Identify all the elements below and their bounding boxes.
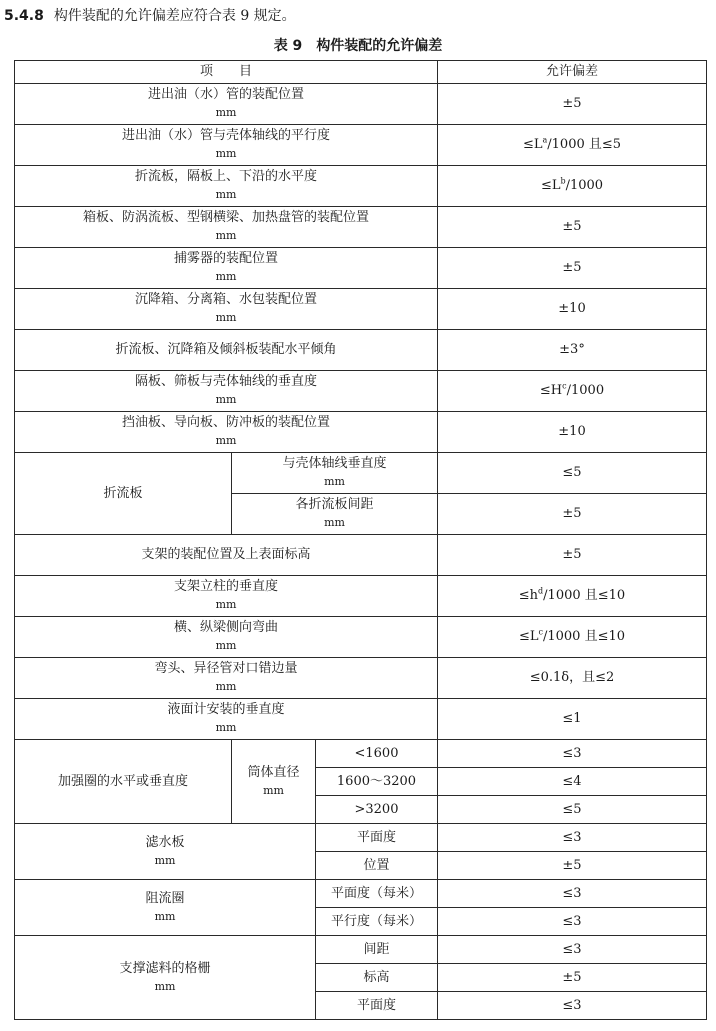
item-cell bbox=[15, 207, 438, 248]
tolerance-cell: ±5 bbox=[438, 207, 707, 248]
unit-text: mm bbox=[215, 598, 237, 611]
item-cell bbox=[15, 576, 438, 617]
tolerance-text: /1000 且≤5 bbox=[547, 137, 622, 152]
tolerance-cell: ≤3 bbox=[438, 908, 707, 936]
sub-item-cell: 平面度 bbox=[316, 824, 438, 852]
group-label-text: 阻流圈 bbox=[145, 890, 185, 906]
table-row bbox=[15, 824, 707, 852]
sub-item-cell: 位置 bbox=[316, 852, 438, 880]
item-text: 隔板、筛板与壳体轴线的垂直度 bbox=[134, 374, 317, 389]
header-item: 项 目 bbox=[15, 61, 438, 84]
group-label-cell: 折流板 bbox=[15, 453, 232, 535]
table-header-row bbox=[15, 61, 707, 84]
tolerance-cell: ±10 bbox=[438, 412, 707, 453]
item-text: 进出油（水）管与壳体轴线的平行度 bbox=[121, 128, 330, 143]
unit-text: mm bbox=[215, 721, 237, 734]
item-text: 进出油（水）管的装配位置 bbox=[147, 87, 304, 102]
item-cell bbox=[15, 412, 438, 453]
tolerance-text: ≤L bbox=[540, 178, 561, 193]
tolerance-superscript: a bbox=[542, 135, 548, 145]
tolerance-text: ≤H bbox=[539, 383, 563, 398]
unit-text: mm bbox=[324, 475, 345, 488]
table-row bbox=[15, 207, 707, 248]
sub-item-cell: 间距 bbox=[316, 936, 438, 964]
item-cell bbox=[232, 494, 438, 535]
item-text: 与壳体轴线垂直度 bbox=[282, 456, 387, 471]
table-row bbox=[15, 699, 707, 740]
clause-text bbox=[4, 5, 296, 25]
tolerance-text: /1000 bbox=[565, 178, 604, 193]
tolerance-superscript: b bbox=[560, 176, 566, 186]
item-text: 挡油板、导向板、防冲板的装配位置 bbox=[121, 415, 330, 430]
group-label-text: 支撑滤料的格栅 bbox=[119, 960, 211, 976]
range-cell: >3200 bbox=[316, 796, 438, 824]
table-row bbox=[15, 880, 707, 908]
item-cell bbox=[15, 84, 438, 125]
tolerance-text: ≤L bbox=[522, 137, 543, 152]
tolerance-text: /1000 bbox=[566, 383, 605, 398]
tolerance-cell: ±5 bbox=[438, 84, 707, 125]
sub-label-text: 筒体直径 bbox=[247, 764, 300, 780]
unit-text: mm bbox=[215, 106, 237, 119]
unit-text: mm bbox=[215, 311, 237, 324]
item-cell bbox=[15, 289, 438, 330]
range-cell: 1600～3200 bbox=[316, 768, 438, 796]
group-label-cell bbox=[15, 936, 316, 1020]
table-row bbox=[15, 330, 707, 371]
unit-text: mm bbox=[324, 516, 345, 529]
item-text: 横、纵梁侧向弯曲 bbox=[173, 620, 278, 635]
item-text: 折流板、沉降箱及倾斜板装配水平倾角 bbox=[115, 342, 337, 357]
unit-text: mm bbox=[215, 270, 237, 283]
item-text: 弯头、异径管对口错边量 bbox=[154, 661, 298, 676]
tolerance-cell: ±5 bbox=[438, 964, 707, 992]
unit-text: mm bbox=[154, 853, 176, 867]
unit-text: mm bbox=[215, 680, 237, 693]
tolerance-text: /1000 且≤10 bbox=[543, 588, 626, 603]
group-label-cell bbox=[15, 824, 316, 880]
item-cell bbox=[15, 617, 438, 658]
tolerance-text: ≤L bbox=[518, 629, 539, 644]
item-text: 支架的装配位置及上表面标高 bbox=[141, 547, 311, 562]
tolerance-cell: ≤3 bbox=[438, 936, 707, 964]
item-cell bbox=[15, 125, 438, 166]
table-row bbox=[15, 936, 707, 964]
table-row bbox=[15, 740, 707, 768]
group-label-cell bbox=[15, 880, 316, 936]
tolerance-table bbox=[14, 60, 707, 1020]
table-title: 构件装配的允许偏差 bbox=[316, 38, 443, 54]
tolerance-cell: ±5 bbox=[438, 535, 707, 576]
unit-text: mm bbox=[215, 393, 237, 406]
item-cell bbox=[15, 658, 438, 699]
item-cell bbox=[15, 699, 438, 740]
table-row bbox=[15, 658, 707, 699]
item-text: 折流板，隔板上、下沿的水平度 bbox=[134, 169, 317, 184]
unit-text: mm bbox=[215, 434, 237, 447]
table-row bbox=[15, 576, 707, 617]
unit-text: mm bbox=[215, 188, 237, 201]
table-row bbox=[15, 125, 707, 166]
table-row bbox=[15, 166, 707, 207]
item-cell bbox=[15, 535, 438, 576]
tolerance-cell: ≤5 bbox=[438, 453, 707, 494]
item-cell bbox=[15, 248, 438, 289]
tolerance-cell: ±3° bbox=[438, 330, 707, 371]
tolerance-cell bbox=[438, 166, 707, 207]
item-cell bbox=[232, 453, 438, 494]
tolerance-cell: ±10 bbox=[438, 289, 707, 330]
table-row bbox=[15, 289, 707, 330]
tolerance-cell: ≤3 bbox=[438, 824, 707, 852]
item-text: 箱板、防涡流板、型钢横梁、加热盘管的装配位置 bbox=[82, 210, 369, 225]
item-cell bbox=[15, 330, 438, 371]
group-label-text: 滤水板 bbox=[145, 834, 185, 850]
unit-text: mm bbox=[263, 783, 284, 797]
item-text: 各折流板间距 bbox=[295, 497, 374, 512]
clause-number: 5.4.8 bbox=[4, 8, 44, 24]
sub-item-cell: 平面度 bbox=[316, 992, 438, 1020]
range-cell: <1600 bbox=[316, 740, 438, 768]
item-text: 液面计安装的垂直度 bbox=[167, 702, 285, 717]
item-cell bbox=[15, 166, 438, 207]
tolerance-cell: ≤3 bbox=[438, 740, 707, 768]
sub-label-cell bbox=[232, 740, 316, 824]
unit-text: mm bbox=[154, 909, 176, 923]
unit-text: mm bbox=[154, 979, 176, 993]
table-number: 表 9 bbox=[273, 38, 303, 54]
table-row bbox=[15, 248, 707, 289]
tolerance-cell: ≤1 bbox=[438, 699, 707, 740]
tolerance-cell bbox=[438, 371, 707, 412]
table-row bbox=[15, 371, 707, 412]
table-row bbox=[15, 535, 707, 576]
tolerance-cell: ≤5 bbox=[438, 796, 707, 824]
tolerance-cell: ±5 bbox=[438, 494, 707, 535]
tolerance-text: ≤h bbox=[518, 588, 539, 603]
sub-item-cell: 平面度（每米） bbox=[316, 880, 438, 908]
tolerance-cell: ≤3 bbox=[438, 992, 707, 1020]
item-text: 支架立柱的垂直度 bbox=[173, 579, 278, 594]
tolerance-text: /1000 且≤10 bbox=[542, 629, 626, 644]
unit-text: mm bbox=[215, 229, 237, 242]
table-row bbox=[15, 84, 707, 125]
tolerance-cell: ≤4 bbox=[438, 768, 707, 796]
tolerance-cell: ≤0.1δ，且≤2 bbox=[438, 658, 707, 699]
tolerance-superscript: c bbox=[538, 627, 543, 637]
tolerance-cell: ±5 bbox=[438, 852, 707, 880]
item-text: 捕雾器的装配位置 bbox=[173, 251, 278, 266]
sub-item-cell: 平行度（每米） bbox=[316, 908, 438, 936]
tolerance-superscript: d bbox=[538, 586, 544, 596]
clause-body: 构件装配的允许偏差应符合表 9 规定。 bbox=[53, 8, 296, 24]
tolerance-cell: ±5 bbox=[438, 248, 707, 289]
item-text: 沉降箱、分离箱、水包装配位置 bbox=[134, 292, 317, 307]
table-row bbox=[15, 617, 707, 658]
tolerance-cell: ≤3 bbox=[438, 880, 707, 908]
sub-item-cell: 标高 bbox=[316, 964, 438, 992]
unit-text: mm bbox=[215, 147, 237, 160]
tolerance-cell bbox=[438, 125, 707, 166]
unit-text: mm bbox=[215, 639, 237, 652]
table-caption bbox=[0, 35, 716, 55]
tolerance-cell bbox=[438, 617, 707, 658]
table-row bbox=[15, 412, 707, 453]
header-tolerance: 允许偏差 bbox=[438, 61, 707, 84]
group-label-cell: 加强圈的水平或垂直度 bbox=[15, 740, 232, 824]
item-cell bbox=[15, 371, 438, 412]
tolerance-cell bbox=[438, 576, 707, 617]
tolerance-superscript: c bbox=[562, 381, 567, 391]
table-row bbox=[15, 453, 707, 494]
